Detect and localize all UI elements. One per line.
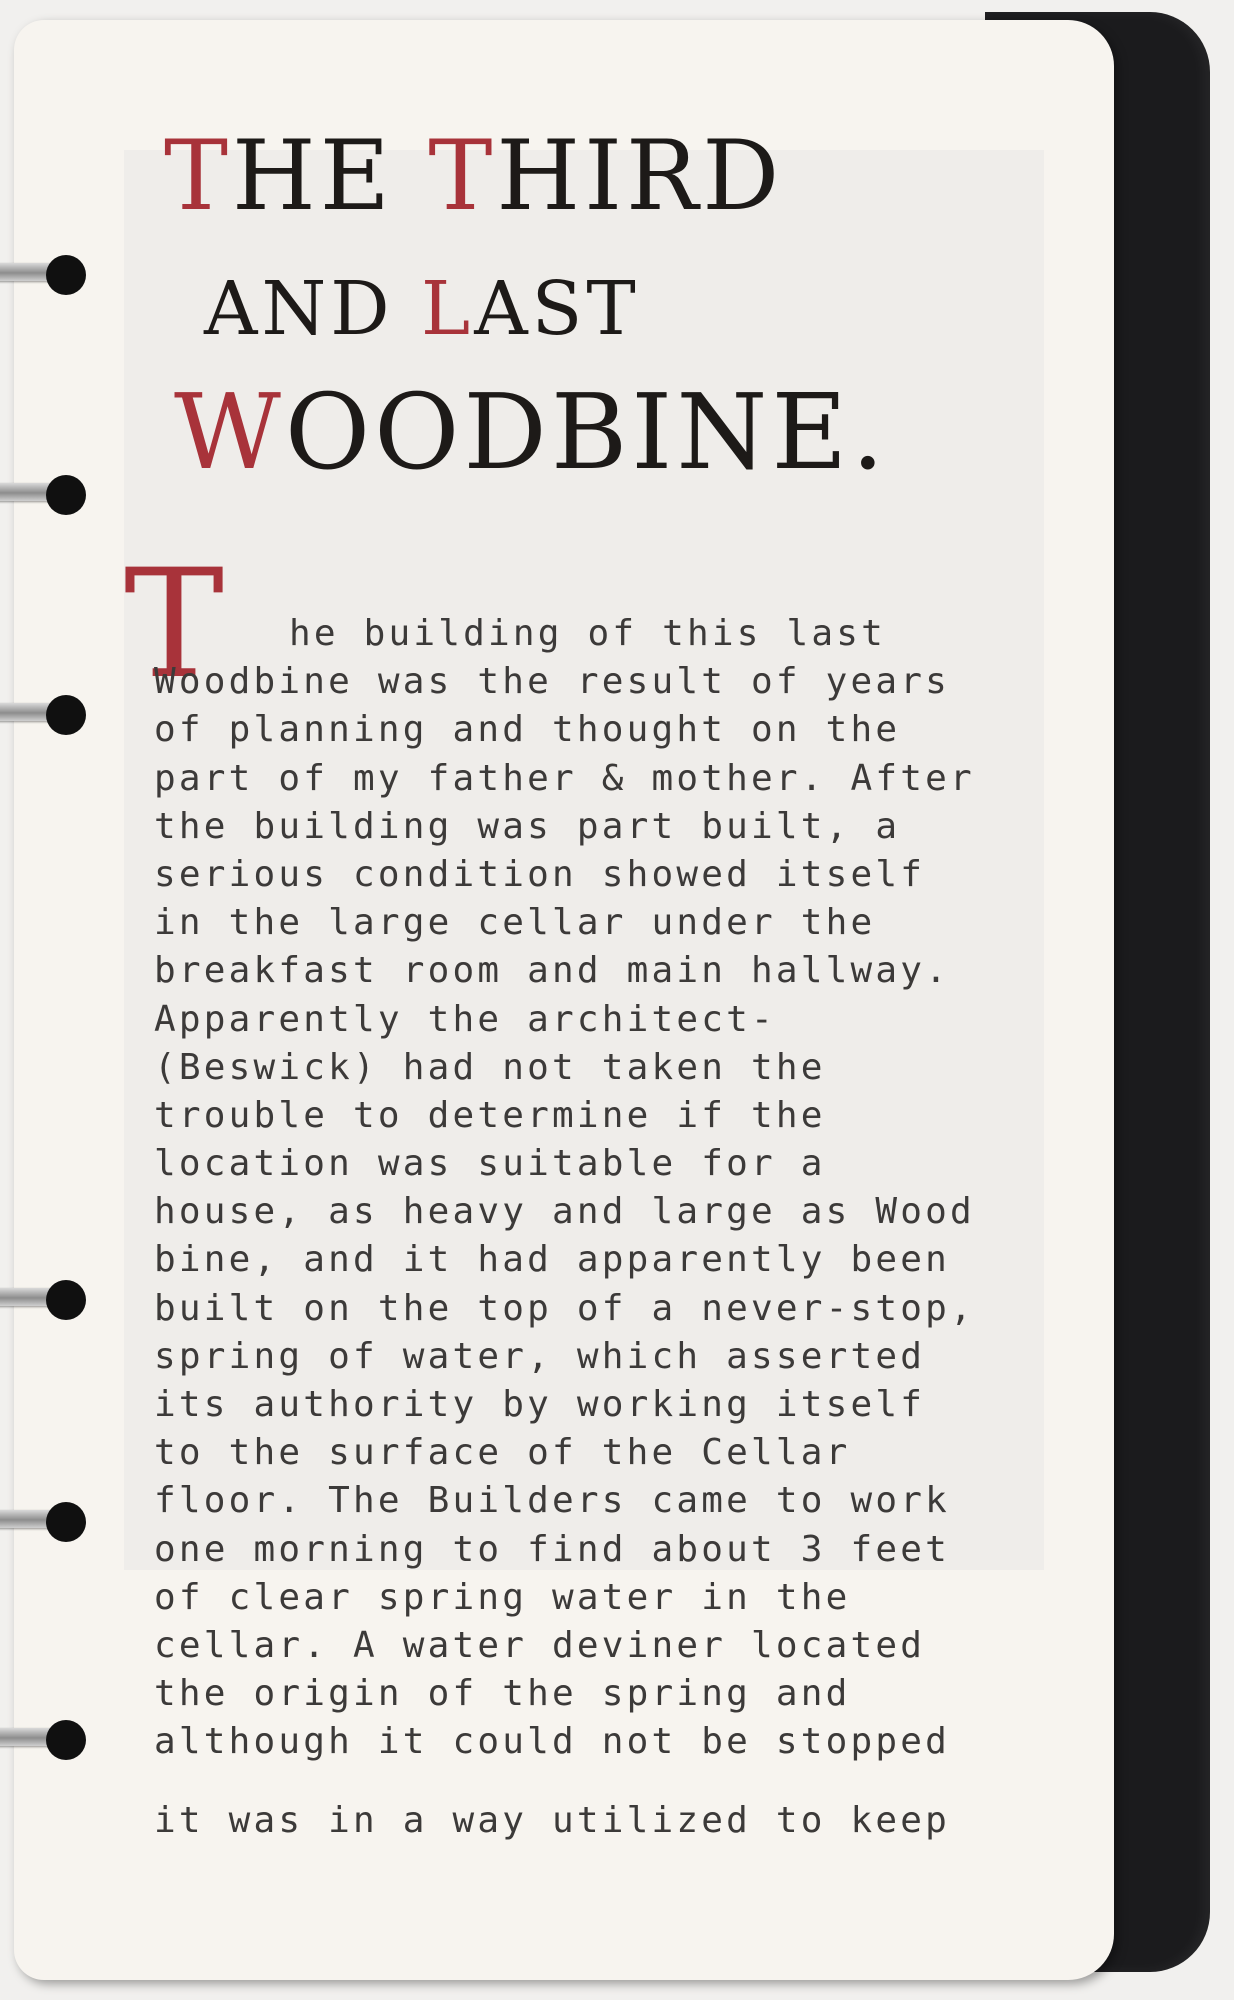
title-initial: W bbox=[174, 371, 285, 493]
text-line: the building was part built, a bbox=[154, 805, 901, 847]
text-line: in the large cellar under the bbox=[154, 902, 876, 944]
text-line: serious condition showed itself bbox=[154, 853, 926, 895]
text-line: one morning to find about 3 feet bbox=[154, 1528, 950, 1570]
binder-ring bbox=[0, 255, 85, 289]
title-initial: T bbox=[164, 120, 233, 232]
title-text: OODBINE. bbox=[284, 371, 889, 493]
punch-hole bbox=[46, 475, 86, 515]
title-text: HIRD bbox=[496, 120, 784, 232]
text-line: (Beswick) had not taken the bbox=[154, 1046, 826, 1088]
punch-hole bbox=[46, 695, 86, 735]
typewritten-body bbox=[154, 610, 1114, 1845]
title-initial: T bbox=[428, 120, 497, 232]
binder-ring bbox=[0, 1280, 85, 1314]
title-text: AST bbox=[474, 266, 640, 352]
text-line: trouble to determine if the bbox=[154, 1094, 826, 1136]
punch-hole bbox=[46, 1502, 86, 1542]
binder-ring bbox=[0, 1502, 85, 1536]
title-text: HE bbox=[232, 120, 429, 232]
notebook-page bbox=[14, 20, 1114, 1980]
text-line: house, as heavy and large as Wood bbox=[154, 1191, 975, 1233]
binder-ring bbox=[0, 695, 85, 729]
text-line: spring of water, which asserted bbox=[154, 1335, 926, 1377]
text-line: part of my father & mother. After bbox=[154, 757, 975, 799]
text-line: of planning and thought on the bbox=[154, 709, 901, 751]
binder-ring bbox=[0, 1720, 85, 1754]
punch-hole bbox=[46, 1280, 86, 1320]
drop-cap: T bbox=[124, 538, 225, 712]
punch-hole bbox=[46, 1720, 86, 1760]
text-line: of clear spring water in the bbox=[154, 1576, 851, 1618]
text-line: cellar. A water deviner located bbox=[154, 1624, 926, 1666]
title-line-1 bbox=[164, 120, 784, 232]
title-initial: L bbox=[421, 266, 475, 352]
text-line: built on the top of a never-stop, bbox=[154, 1287, 975, 1329]
text-line: bine, and it had apparently been bbox=[154, 1239, 950, 1281]
text-line: Woodbine was the result of years bbox=[154, 661, 950, 703]
text-line: the origin of the spring and bbox=[154, 1673, 851, 1715]
title-line-2 bbox=[204, 266, 640, 352]
text-line: he building of this last bbox=[289, 613, 886, 654]
text-line: its authority by working itself bbox=[154, 1384, 926, 1425]
text-line: floor. The Builders came to work bbox=[154, 1480, 950, 1522]
binder-ring bbox=[0, 475, 85, 509]
text-line: breakfast room and main hallway. bbox=[154, 950, 950, 992]
text-line: although it could not be stopped bbox=[154, 1721, 950, 1763]
text-line: to the surface of the Cellar bbox=[154, 1432, 851, 1474]
title-text: AND bbox=[204, 266, 422, 352]
punch-hole bbox=[46, 255, 86, 295]
text-line: it was in a way utilized to keep bbox=[154, 1799, 950, 1841]
text-line: location was suitable for a bbox=[154, 1143, 826, 1185]
title-line-3 bbox=[174, 371, 889, 493]
text-line: Apparently the architect- bbox=[154, 998, 776, 1040]
